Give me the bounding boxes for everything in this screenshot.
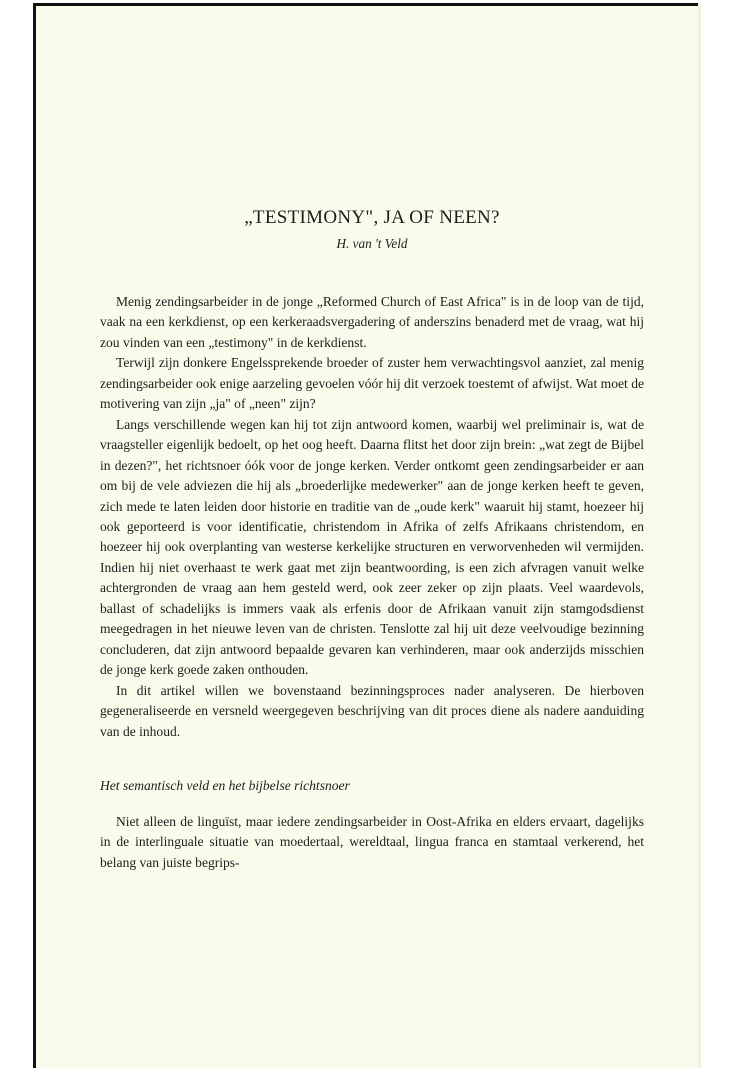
section-body (100, 812, 644, 873)
page-right-edge (698, 3, 701, 1068)
paragraph-3: Langs verschillende wegen kan hij tot zijn antwoord komen, waarbij wel preliminair is, wat de vraagsteller eigenlijk bedoelt, op het oog heeft. Daarna flitst het door zijn brein: „wat zegt de Bijbel in dezen?", het richtsnoer óók voor de jonge kerken. Verder ontkomt geen zendingsarbeider er aan om bij de vele adviezen die hij als „broederlijke medewerker" aan de jonge kerken heeft te geven, zich mede te laten leiden door historie en traditie van de „oude kerk" waaruit hij stamt, hoezeer hij ook geporteerd is voor identificatie, christendom in Afrika of zelfs Afrikaans christendom, en hoezeer hij ook overplanting van westerse kerkelijke structuren en verworvenheden wil vermijden. Indien hij niet overhaast te werk gaat met zijn beantwoording, is een zich afvragen vanuit welke achtergronden de vraag aan hem gesteld werd, ook zeer zeker op zijn plaats. Veel waardevols, ballast of schadelijks is immers vaak als erfenis door de Afrikaan vanuit zijn stamgodsdienst meegedragen in het nieuwe leven van de christen. Tenslotte zal hij uit deze veelvoudige bezinning concluderen, dat zijn antwoord bepaalde gevaren kan verhinderen, maar ook anderzijds misschien de jonge kerk goede zaken onthouden. (100, 416, 644, 678)
article-title: „TESTIMONY", JA OF NEEN? (244, 207, 500, 228)
paragraph-1: Menig zendingsarbeider in de jonge „Reformed Church of East Africa" is in de loop van de tijd, vaak na een kerkdienst, op een kerkeraadsvergadering of anderszins benaderd met de vraag, wat hij zou vinden van een „testimony" in de kerkdienst. (100, 294, 644, 350)
article-body (100, 292, 644, 742)
section-heading: Het semantisch veld en het bijbelse richtsnoer (100, 777, 350, 793)
section-paragraph-1: Niet alleen de linguïst, maar iedere zendingsarbeider in Oost-Afrika en elders ervaart, dagelijks in de interlinguale situatie van moedertaal, wereldtaal, lingua franca en stamtaal verkerend, het belang van juiste begrips- (100, 813, 644, 870)
article-author: H. van 't Veld (336, 236, 408, 251)
article (100, 202, 644, 873)
paragraph-4: In dit artikel willen we bovenstaand bezinningsproces nader analyseren. De hierboven gegeneraliseerde en versneld weergegeven beschrijving van dit proces diene als nadere aanduiding van de inhoud. (100, 682, 644, 739)
paragraph-2: Terwijl zijn donkere Engelssprekende broeder of zuster hem verwachtingsvol aanziet, zal menig zendingsarbeider ook enige aarzeling gevoelen vóór hij dit verzoek toestemt of afwijst. Wat moet de motivering van zijn „ja" of „neen" zijn? (100, 355, 644, 412)
